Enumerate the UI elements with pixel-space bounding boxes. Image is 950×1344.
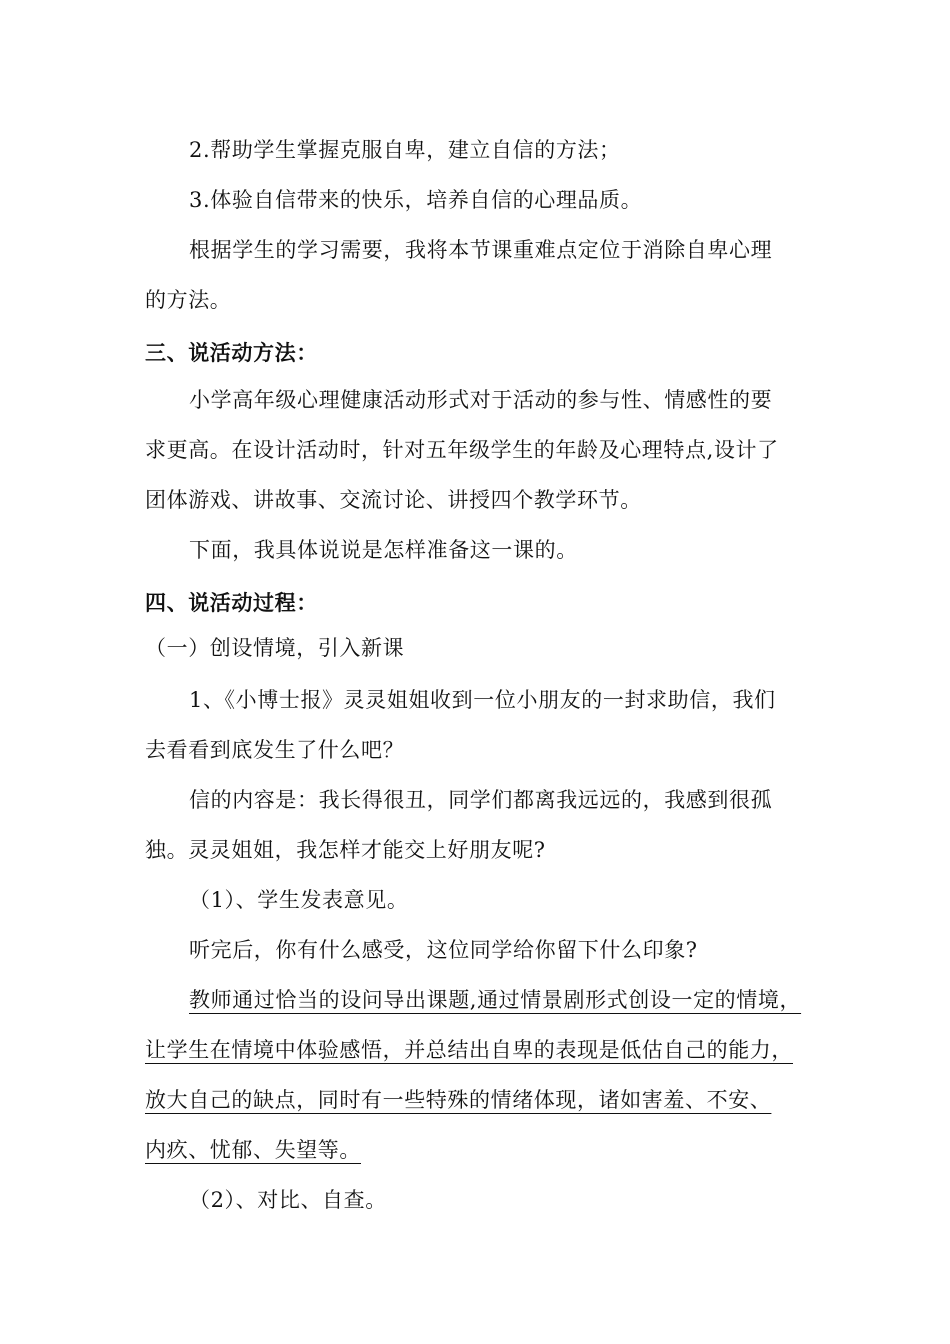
paragraph-line: （2）、对比、自查。 bbox=[189, 1188, 387, 1212]
underlined-line: 内疚、忧郁、失望等。 bbox=[145, 1138, 361, 1162]
paragraph-line: 独。灵灵姐姐，我怎样才能交上好朋友呢? bbox=[145, 838, 546, 862]
underlined-line: 教师通过恰当的设问导出课题,通过情景剧形式创设一定的情境， bbox=[189, 988, 802, 1012]
paragraph-line: 求更高。在设计活动时，针对五年级学生的年龄及心理特点,设计了 bbox=[145, 438, 779, 462]
paragraph-line: 小学高年级心理健康活动形式对于活动的参与性、情感性的要 bbox=[189, 388, 773, 412]
objective-3: 3.体验自信带来的快乐，培养自信的心理品质。 bbox=[189, 188, 643, 212]
paragraph-line: 1、《小博士报》灵灵姐姐收到一位小朋友的一封求助信，我们 bbox=[189, 688, 776, 712]
paragraph-line: 听完后，你有什么感受，这位同学给你留下什么印象? bbox=[189, 938, 698, 962]
paragraph-line: 根据学生的学习需要，我将本节课重难点定位于消除自卑心理 bbox=[189, 238, 773, 262]
underlined-line: 让学生在情境中体验感悟，并总结出自卑的表现是低估自己的能力， bbox=[145, 1038, 793, 1062]
section-heading-3: 三、说活动方法： bbox=[145, 341, 318, 365]
underlined-line: 放大自己的缺点，同时有一些特殊的情绪体现，诸如害羞、不安、 bbox=[145, 1088, 772, 1112]
paragraph-line: 团体游戏、讲故事、交流讨论、讲授四个教学环节。 bbox=[145, 488, 642, 512]
paragraph-line: 信的内容是：我长得很丑，同学们都离我远远的，我感到很孤 bbox=[189, 788, 773, 812]
paragraph-line: 去看看到底发生了什么吧？ bbox=[145, 738, 405, 762]
paragraph-line: 的方法。 bbox=[145, 288, 232, 312]
paragraph-line: 下面，我具体说说是怎样准备这一课的。 bbox=[189, 538, 578, 562]
subsection-heading: （一）创设情境，引入新课 bbox=[145, 636, 405, 660]
section-heading-4: 四、说活动过程： bbox=[145, 591, 318, 615]
paragraph-line: （1）、学生发表意见。 bbox=[189, 888, 409, 912]
objective-2: 2.帮助学生掌握克服自卑，建立自信的方法； bbox=[189, 138, 621, 162]
